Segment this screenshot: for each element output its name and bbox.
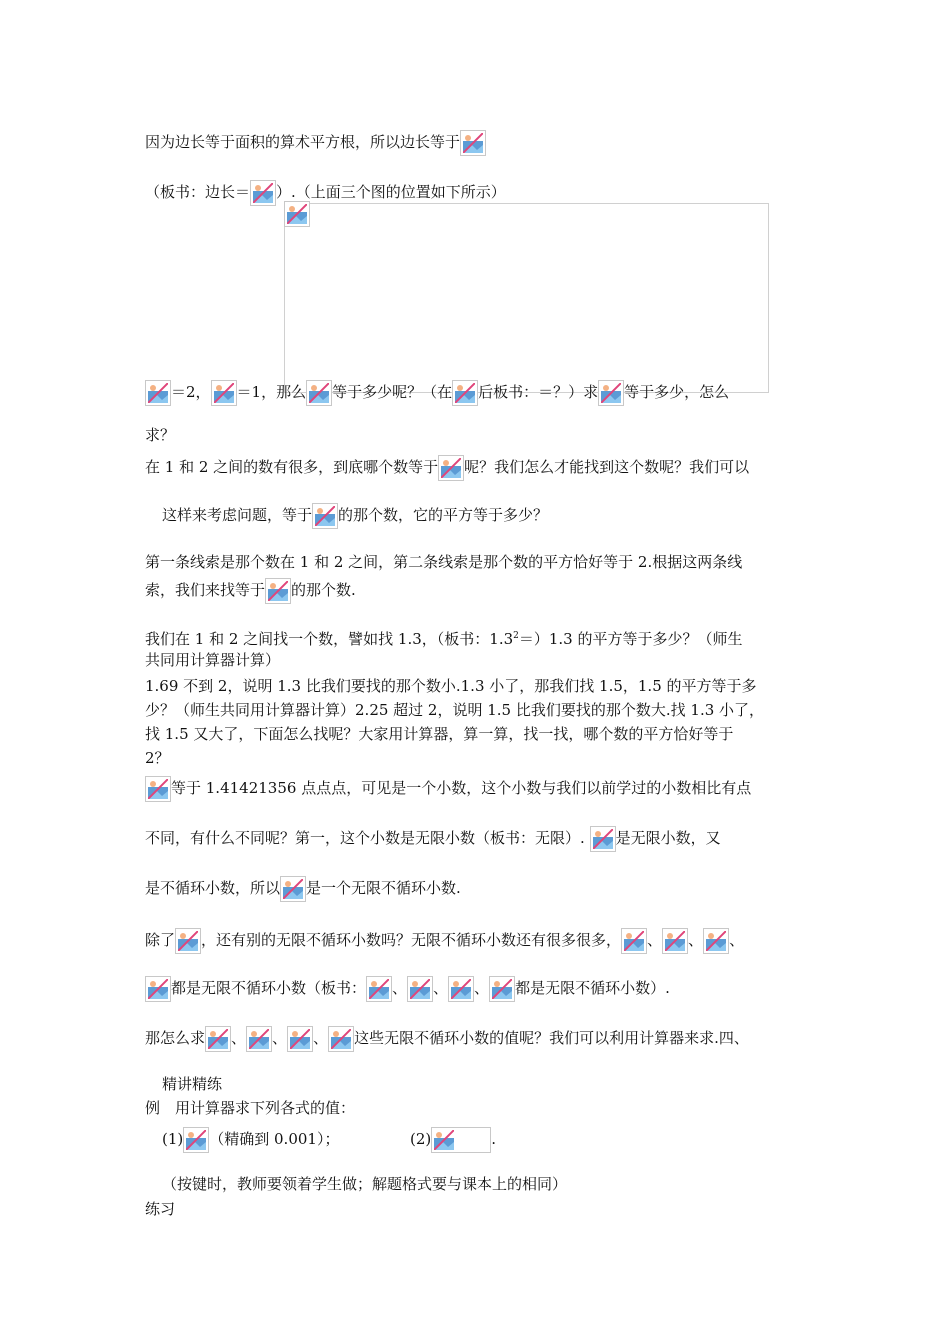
text: （板书：边长＝ [145,183,251,201]
text: 、 [392,979,408,997]
broken-image-icon [265,578,291,604]
text: 、 [688,931,704,949]
broken-image-icon [431,1127,491,1153]
text-line [145,1026,749,1052]
text-line [145,650,280,670]
text: 都是无限不循环小数）. [515,979,670,997]
text: 我们在 1 和 2 之间找一个数，譬如找 1.3，（板书：1.3 [145,630,514,648]
broken-image-icon [438,455,464,481]
text: ，还有别的无限不循环小数吗？无限不循环小数还有很多很多， [201,931,622,949]
text-line [162,1174,567,1194]
broken-image-icon [284,201,310,227]
text: 是无限小数，又 [615,829,721,847]
text-line [145,578,356,604]
text-line [145,976,670,1002]
text: 的那个数. [291,581,356,599]
text: 、 [272,1029,288,1047]
text: 找 1.5 又大了，下面怎么找呢？大家用计算器，算一算，找一找，哪个数的平方恰好等于 [145,725,734,743]
figure-icon-row [284,201,310,227]
broken-image-icon [175,928,201,954]
text: 1.69 不到 2，说明 1.3 比我们要找的那个数小.1.3 小了，那我们找 1.5，1.5 的平方等于多 [145,677,757,695]
text: 2？ [145,749,170,767]
text: 索，我们来找等于 [145,581,266,599]
text: 例 用计算器求下列各式的值： [145,1099,356,1117]
text-line [145,180,506,206]
text: 因为边长等于面积的算术平方根，所以边长等于 [145,133,461,151]
example-items [162,1127,339,1153]
text: 等于多少呢？（在 [332,383,453,401]
text: 这些无限不循环小数的值呢？我们可以利用计算器来求.四、 [354,1029,749,1047]
text-line [162,503,548,529]
text: (1) [162,1130,184,1148]
text: 是不循环小数，所以 [145,879,281,897]
text: 第一条线索是那个数在 1 和 2 之间，第二条线索是那个数的平方恰好等于 2.根据这两条线 [145,553,743,571]
text-line [145,626,743,649]
text: 、 [647,931,663,949]
text: 除了 [145,931,176,949]
broken-image-icon [211,380,237,406]
text-line [145,876,461,902]
text: 、 [313,1029,329,1047]
text: 都是无限不循环小数（板书： [171,979,367,997]
text-line [145,928,744,954]
broken-image-icon [452,380,478,406]
text: 后板书：＝？）求 [478,383,599,401]
text: ）.（上面三个图的位置如下所示） [276,183,506,201]
broken-image-icon [287,1026,313,1052]
text: 、 [474,979,490,997]
broken-image-icon [246,1026,272,1052]
broken-image-icon [183,1127,209,1153]
text: ＝1，那么 [236,383,307,401]
text: 不同，有什么不同呢？第一，这个小数是无限小数（板书：无限）. [145,829,585,847]
broken-image-icon [145,380,171,406]
broken-image-icon [460,130,486,156]
example-item-2 [410,1127,496,1153]
text: 少？（师生共同用计算器计算）2.25 超过 2，说明 1.5 比我们要找的那个数大.找 1.3 小了， [145,701,765,719]
text-line [145,826,721,852]
broken-image-icon [590,826,616,852]
text: 求？ [145,426,176,444]
broken-image-icon [448,976,474,1002]
text: （精确到 0.001）； [209,1130,340,1148]
text: 的那个数，它的平方等于多少？ [338,506,549,524]
broken-image-icon [145,976,171,1002]
text: 、 [433,979,449,997]
text: 共同用计算器计算） [145,651,281,669]
broken-image-icon [306,380,332,406]
text-line [145,776,751,802]
text: 精讲精练 [162,1075,223,1093]
text-line [145,724,733,744]
broken-image-icon [205,1026,231,1052]
example-heading [145,1098,355,1118]
broken-image-icon [598,380,624,406]
broken-image-icon [703,928,729,954]
text: 那怎么求 [145,1029,206,1047]
text: 、 [231,1029,247,1047]
text: . [491,1130,497,1148]
section-heading [145,1199,175,1219]
text: 等于多少，怎么 [624,383,730,401]
text: 这样来考虑问题，等于 [162,506,313,524]
superscript: 2 [513,631,519,641]
text: 呢？我们怎么才能找到这个数呢？我们可以 [464,458,750,476]
text-line [145,425,175,445]
broken-image-icon [145,776,171,802]
text: ＝）1.3 的平方等于多少？（师生 [518,630,743,648]
broken-image-icon [662,928,688,954]
broken-image-icon [250,180,276,206]
broken-image-icon [312,503,338,529]
text: 在 1 和 2 之间的数有很多，到底哪个数等于 [145,458,439,476]
text-line [145,552,742,572]
text-line [145,700,764,720]
text-line [145,130,486,156]
broken-image-icon [366,976,392,1002]
text: 练习 [145,1200,176,1218]
text: （按键时，教师要领着学生做；解题格式要与课本上的相同） [162,1175,568,1193]
text: ＝2， [171,383,211,401]
figure-frame [284,203,769,393]
text-line [145,455,749,481]
broken-image-icon [621,928,647,954]
text-line [145,748,170,768]
text: (2) [410,1130,432,1148]
text: 、 [729,931,745,949]
text-line [145,380,729,406]
broken-image-icon [328,1026,354,1052]
text: 是一个无限不循环小数. [306,879,461,897]
broken-image-icon [280,876,306,902]
broken-image-icon [489,976,515,1002]
text-line [145,676,757,696]
broken-image-icon [407,976,433,1002]
section-heading [162,1074,222,1094]
text: 等于 1.41421356 点点点，可见是一个小数，这个小数与我们以前学过的小数相比有点 [171,779,752,797]
